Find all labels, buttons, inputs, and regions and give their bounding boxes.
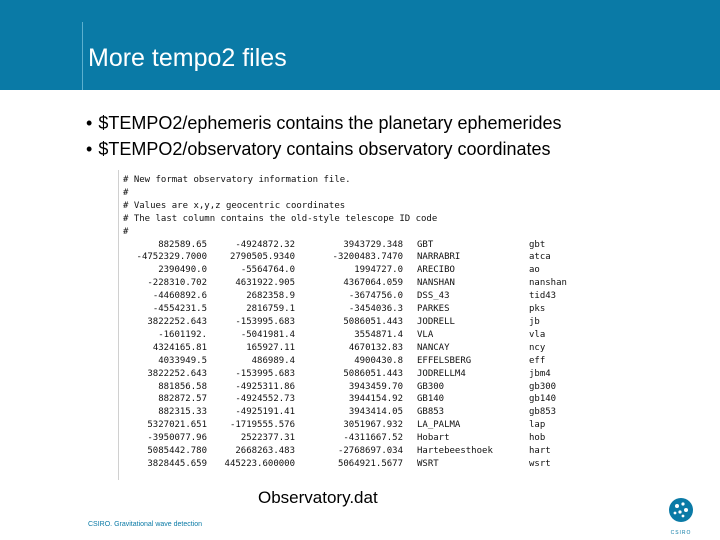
x-coordinate: -3950077.96	[147, 433, 207, 444]
z-coordinate: 5086051.443	[343, 316, 403, 327]
y-coordinate: 2522377.31	[240, 433, 295, 444]
x-coordinate: 881856.58	[158, 381, 207, 392]
title-bar	[0, 0, 720, 90]
telescope-code: nanshan	[529, 278, 567, 289]
y-coordinate: -4925311.86	[235, 381, 295, 392]
telescope-code: gbt	[529, 239, 546, 250]
x-coordinate: 4324165.81	[152, 342, 207, 353]
telescope-code: tid43	[529, 291, 557, 302]
x-coordinate: 5085442.780	[147, 446, 207, 457]
telescope-code: atca	[529, 252, 551, 263]
observatory-name: GBT	[417, 239, 434, 250]
telescope-code: ao	[529, 265, 540, 276]
observatory-row	[123, 445, 581, 458]
x-coordinate: 3828445.659	[147, 458, 207, 469]
observatory-name: NANCAY	[417, 342, 450, 353]
y-coordinate: -153995.683	[235, 316, 295, 327]
telescope-code: gb853	[529, 407, 557, 418]
bullet-list	[86, 110, 706, 162]
observatory-name: GB300	[417, 381, 445, 392]
x-coordinate: 2390490.0	[158, 265, 207, 276]
z-coordinate: 5086051.443	[343, 368, 403, 379]
observatory-name: EFFELSBERG	[417, 355, 472, 366]
z-coordinate: -2768697.034	[337, 446, 403, 457]
observatory-name: VLA	[417, 329, 434, 340]
telescope-code: lap	[529, 420, 546, 431]
y-coordinate: -153995.683	[235, 368, 295, 379]
y-coordinate: -4924872.32	[235, 239, 295, 250]
z-coordinate: 3943414.05	[348, 407, 403, 418]
y-coordinate: 486989.4	[251, 355, 295, 366]
observatory-row	[123, 419, 581, 432]
y-coordinate: 2668263.483	[235, 446, 295, 457]
telescope-code: hob	[529, 433, 546, 444]
title-divider	[82, 22, 83, 90]
telescope-code: gb140	[529, 394, 557, 405]
observatory-row	[123, 264, 581, 277]
y-coordinate: -1719555.576	[229, 420, 295, 431]
observatory-row	[123, 303, 581, 316]
z-coordinate: 4900430.8	[354, 355, 403, 366]
observatory-file-listing	[118, 170, 581, 480]
z-coordinate: 3051967.932	[343, 420, 403, 431]
observatory-row	[123, 329, 581, 342]
observatory-row	[123, 239, 581, 252]
x-coordinate: 5327021.651	[147, 420, 207, 431]
telescope-code: jbm4	[529, 368, 551, 379]
z-coordinate: 1994727.0	[354, 265, 403, 276]
y-coordinate: -5041981.4	[240, 329, 295, 340]
observatory-name: DSS_43	[417, 291, 450, 302]
y-coordinate: -5564764.0	[240, 265, 295, 276]
observatory-row	[123, 406, 581, 419]
y-coordinate: -4925191.41	[235, 407, 295, 418]
observatory-row	[123, 290, 581, 303]
telescope-code: vla	[529, 329, 546, 340]
x-coordinate: 4033949.5	[158, 355, 207, 366]
comment-line: # Values are x,y,z geocentric coordinates	[123, 200, 346, 211]
observatory-row	[123, 458, 581, 471]
observatory-name: JODRELLM4	[417, 368, 466, 379]
observatory-name: Hobart	[417, 433, 450, 444]
x-coordinate: -4554231.5	[152, 304, 207, 315]
bullet-item: • $TEMPO2/observatory contains observatory coordinates	[86, 136, 706, 162]
code-block	[119, 170, 581, 471]
observatory-row	[123, 368, 581, 381]
x-coordinate: -4752329.7000	[136, 252, 207, 263]
observatory-name: Hartebeesthoek	[417, 446, 493, 457]
observatory-name: JODRELL	[417, 316, 455, 327]
y-coordinate: 4631922.905	[235, 278, 295, 289]
x-coordinate: -4460892.6	[152, 291, 207, 302]
telescope-code: gb300	[529, 381, 557, 392]
x-coordinate: -1601192.	[158, 329, 207, 340]
x-coordinate: 882589.65	[158, 239, 207, 250]
observatory-row	[123, 393, 581, 406]
telescope-code: eff	[529, 355, 546, 366]
z-coordinate: 3554871.4	[354, 329, 403, 340]
z-coordinate: -4311667.52	[343, 433, 403, 444]
x-coordinate: 882315.33	[158, 407, 207, 418]
observatory-row	[123, 381, 581, 394]
z-coordinate: 5064921.5677	[337, 458, 403, 469]
z-coordinate: 3944154.92	[348, 394, 403, 405]
z-coordinate: -3674756.0	[348, 291, 403, 302]
z-coordinate: -3454036.3	[348, 304, 403, 315]
x-coordinate: 3822252.643	[147, 368, 207, 379]
observatory-row	[123, 316, 581, 329]
observatory-name: GB853	[417, 407, 445, 418]
csiro-logo-icon	[664, 496, 698, 536]
z-coordinate: 4670132.83	[348, 342, 403, 353]
y-coordinate: 2790505.9340	[229, 252, 295, 263]
z-coordinate: -3200483.7470	[332, 252, 403, 263]
comment-line: # The last column contains the old-style telescope ID code	[123, 213, 438, 224]
slide-title: More tempo2 files	[88, 44, 287, 72]
telescope-code: pks	[529, 304, 546, 315]
bullet-item: • $TEMPO2/ephemeris contains the planetary ephemerides	[86, 110, 706, 136]
comment-line: #	[123, 187, 129, 198]
observatory-name: WSRT	[417, 458, 439, 469]
telescope-code: hart	[529, 446, 551, 457]
observatory-name: LA_PALMA	[417, 420, 461, 431]
y-coordinate: 165927.11	[246, 342, 295, 353]
observatory-name: PARKES	[417, 304, 450, 315]
telescope-code: ncy	[529, 342, 546, 353]
x-coordinate: 882872.57	[158, 394, 207, 405]
observatory-row	[123, 355, 581, 368]
comment-line: #	[123, 226, 129, 237]
footer-org: CSIRO.	[88, 521, 113, 528]
telescope-code: jb	[529, 316, 540, 327]
observatory-row	[123, 432, 581, 445]
observatory-row	[123, 251, 581, 264]
observatory-name: ARECIBO	[417, 265, 455, 276]
footer-text	[88, 521, 202, 528]
figure-caption: Observatory.dat	[258, 488, 378, 507]
observatory-name: NARRABRI	[417, 252, 461, 263]
z-coordinate: 3943729.348	[343, 239, 403, 250]
comment-line: # New format observatory information file.	[123, 175, 351, 185]
observatory-row	[123, 277, 581, 290]
x-coordinate: -228310.702	[147, 278, 207, 289]
svg-text:CSIRO: CSIRO	[670, 530, 692, 536]
z-coordinate: 3943459.70	[348, 381, 403, 392]
observatory-name: NANSHAN	[417, 278, 455, 289]
observatory-name: GB140	[417, 394, 445, 405]
observatory-row	[123, 342, 581, 355]
y-coordinate: 2816759.1	[246, 304, 295, 315]
y-coordinate: 445223.600000	[224, 458, 295, 469]
telescope-code: wsrt	[529, 458, 551, 469]
x-coordinate: 3822252.643	[147, 316, 207, 327]
z-coordinate: 4367064.059	[343, 278, 403, 289]
y-coordinate: -4924552.73	[235, 394, 295, 405]
y-coordinate: 2682358.9	[246, 291, 295, 302]
footer-topic: Gravitational wave detection	[114, 521, 203, 528]
